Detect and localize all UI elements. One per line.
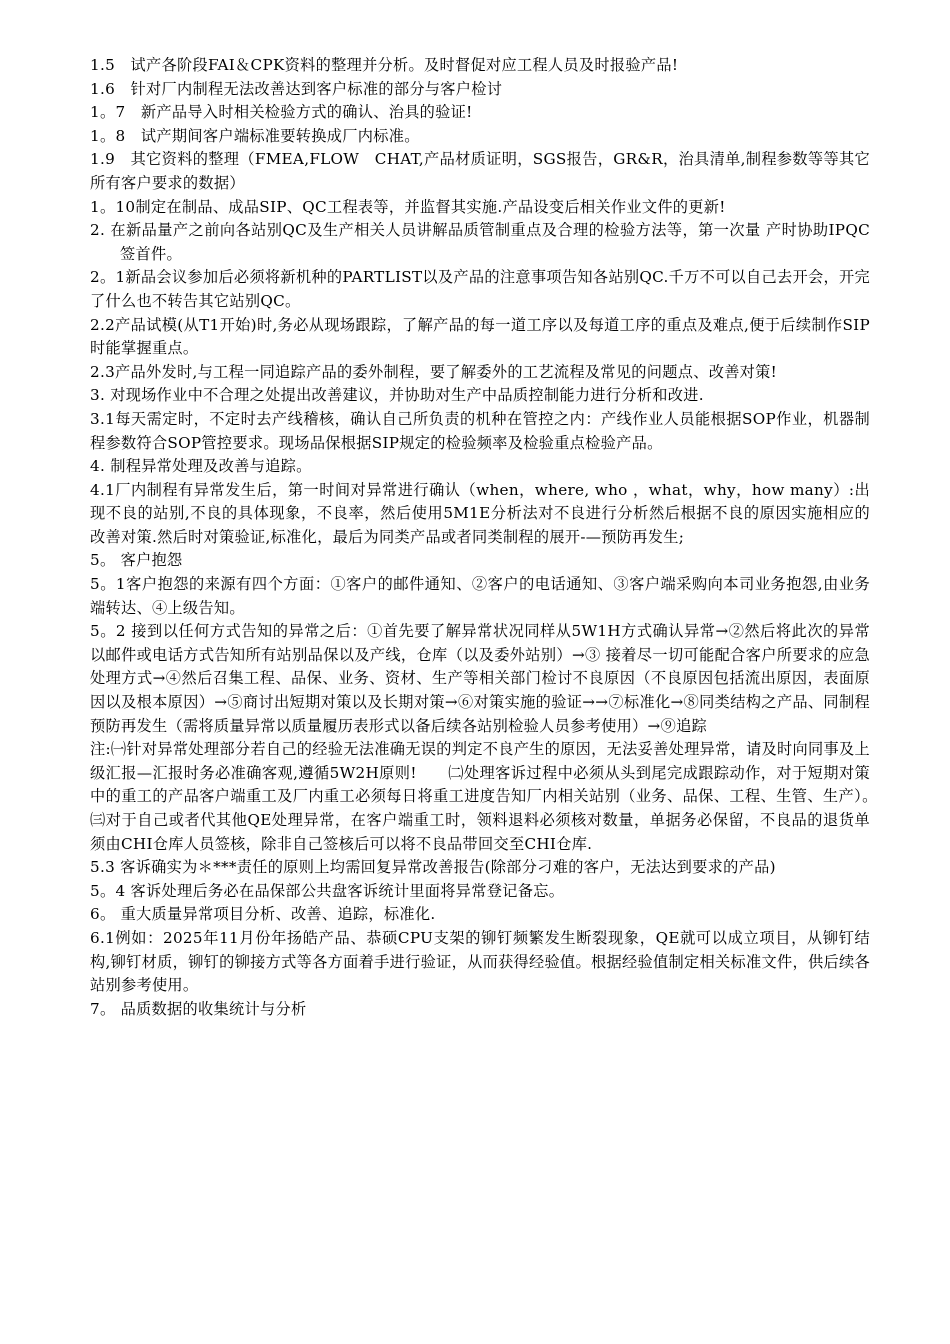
paragraph-1-7: 1。7 新产品导入时相关检验方式的确认、治具的验证! xyxy=(90,103,473,122)
paragraph-1-8: 1。8 试产期间客户端标准要转换成厂内标准。 xyxy=(90,126,420,145)
paragraph-4: 4. 制程异常处理及改善与追踪。 xyxy=(90,457,312,476)
paragraph-5-3: 5.3 客诉确实为＊***责任的原则上均需回复异常改善报告(除部分刁难的客户，无法达到要求的产品) xyxy=(90,858,776,877)
paragraph-note: 注:㈠针对异常处理部分若自己的经验无法准确无误的判定不良产生的原因，无法妥善处理异常，请及时向同事及上级汇报—汇报时务必准确客观,遵循5W2H原则! ㈡处理客诉过程中必须从头到尾完成跟踪动作，对于短期对策中的重工的产品客户端重工及厂内重工必须每日将重工进度告知厂内相关站别（业务、品保、工程、生管、生产）。 ㈢对于自己或者代其他QE处理异常，在客户端重工时，领料退料必须核对数量，单据务必保留，不良品的退货单须由CHI仓库人员签核，除非自己签核后可以将不良品带回交至CHI仓库. xyxy=(90,740,901,853)
paragraph-2-1: 2。1新品会议参加后必须将新机种的PARTLIST以及产品的注意事项告知各站别QC.千万不可以自己去开会，开完了什么也不转告其它站别QC。 xyxy=(90,268,870,310)
paragraph-1-9: 1.9 其它资料的整理（FMEA,FLOW CHAT,产品材质证明，SGS报告，GR&R，治具清单,制程参数等等其它所有客户要求的数据） xyxy=(90,150,870,192)
paragraph-2: 2. 在新品量产之前向各站别QC及生产相关人员讲解品质管制重点及合理的检验方法等，第一次量 产时协助IPQC签首件。 xyxy=(90,221,870,263)
paragraph-3: 3. 对现场作业中不合理之处提出改善建议，并协助对生产中品质控制能力进行分析和改进. xyxy=(90,386,704,405)
paragraph-7: 7。 品质数据的收集统计与分析 xyxy=(90,999,307,1018)
paragraph-1-6: 1.6 针对厂内制程无法改善达到客户标准的部分与客户检讨 xyxy=(90,79,503,98)
paragraph-6: 6。 重大质量异常项目分析、改善、追踪，标准化. xyxy=(90,905,436,924)
paragraph-1-5: 1.5 试产各阶段FAI＆CPK资料的整理并分析。及时督促对应工程人员及时报验产品! xyxy=(90,56,679,74)
paragraph-5-4: 5。4 客诉处理后务必在品保部公共盘客诉统计里面将异常登记备忘。 xyxy=(90,881,565,900)
paragraph-5: 5。 客户抱怨 xyxy=(90,551,183,570)
paragraph-1-10: 1。10制定在制品、成品SIP、QC工程表等，并监督其实施.产品设变后相关作业文件的更新! xyxy=(90,197,726,216)
paragraph-2-2: 2.2产品试模(从T1开始)时,务必从现场跟踪，了解产品的每一道工序以及每道工序的重点及难点,便于后续制作SIP时能掌握重点。 xyxy=(90,315,870,358)
paragraph-5-2: 5。2 接到以任何方式告知的异常之后：①首先要了解异常状况同样从5W1H方式确认异常→②然后将此次的异常以邮件或电话方式告知所有站别品保以及产线，仓库（以及委外站别）→③ 接着尽一切可能配合客户所要求的应急处理方式→④然后召集工程、品保、业务、资材、生产等相关部门检讨不良原因（不良原因包括流出原因，表面原因以及根本原因）→⑤商讨出短期对策以及长期对策→⑥对策实施的验证→→⑦标准化→⑧同类结构之产品、同制程预防再发生（需将质量异常以质量履历表形式以备后续各站别检验人员参考使用）→⑨追踪 xyxy=(90,622,870,735)
paragraph-3-1: 3.1每天需定时，不定时去产线稽核，确认自己所负责的机种在管控之内：产线作业人员能根据SOP作业，机器制程参数符合SOP管控要求。现场品保根据SIP规定的检验频率及检验重点检验产品。 xyxy=(90,409,870,452)
document-page xyxy=(90,54,901,1021)
paragraph-2-3: 2.3产品外发时,与工程一同追踪产品的委外制程，要了解委外的工艺流程及常见的问题点、改善对策! xyxy=(90,362,778,381)
paragraph-5-1: 5。1客户抱怨的来源有四个方面：①客户的邮件通知、②客户的电话通知、③客户端采购向本司业务抱怨,由业务端转达、④上级告知。 xyxy=(90,575,870,617)
paragraph-6-1: 6.1例如：2025年11月份年扬皓产品、恭硕CPU支架的铆钉频繁发生断裂现象，QE就可以成立项目，从铆钉结构,铆钉材质，铆钉的铆接方式等各方面着手进行验证，从而获得经验值。根据经验值制定相关标准文件，供后续各站别参考使用。 xyxy=(90,928,870,995)
paragraph-4-1: 4.1厂内制程有异常发生后，第一时间对异常进行确认（when，where, who ，what，why，how many）:出现不良的站别,不良的具体现象，不良率，然后使用5M1E分析法对不良进行分析然后根据不良的原因实施相应的改善对策.然后时对策验证,标准化，最后为同类产品或者同类制程的展开-—预防再发生; xyxy=(90,480,870,546)
